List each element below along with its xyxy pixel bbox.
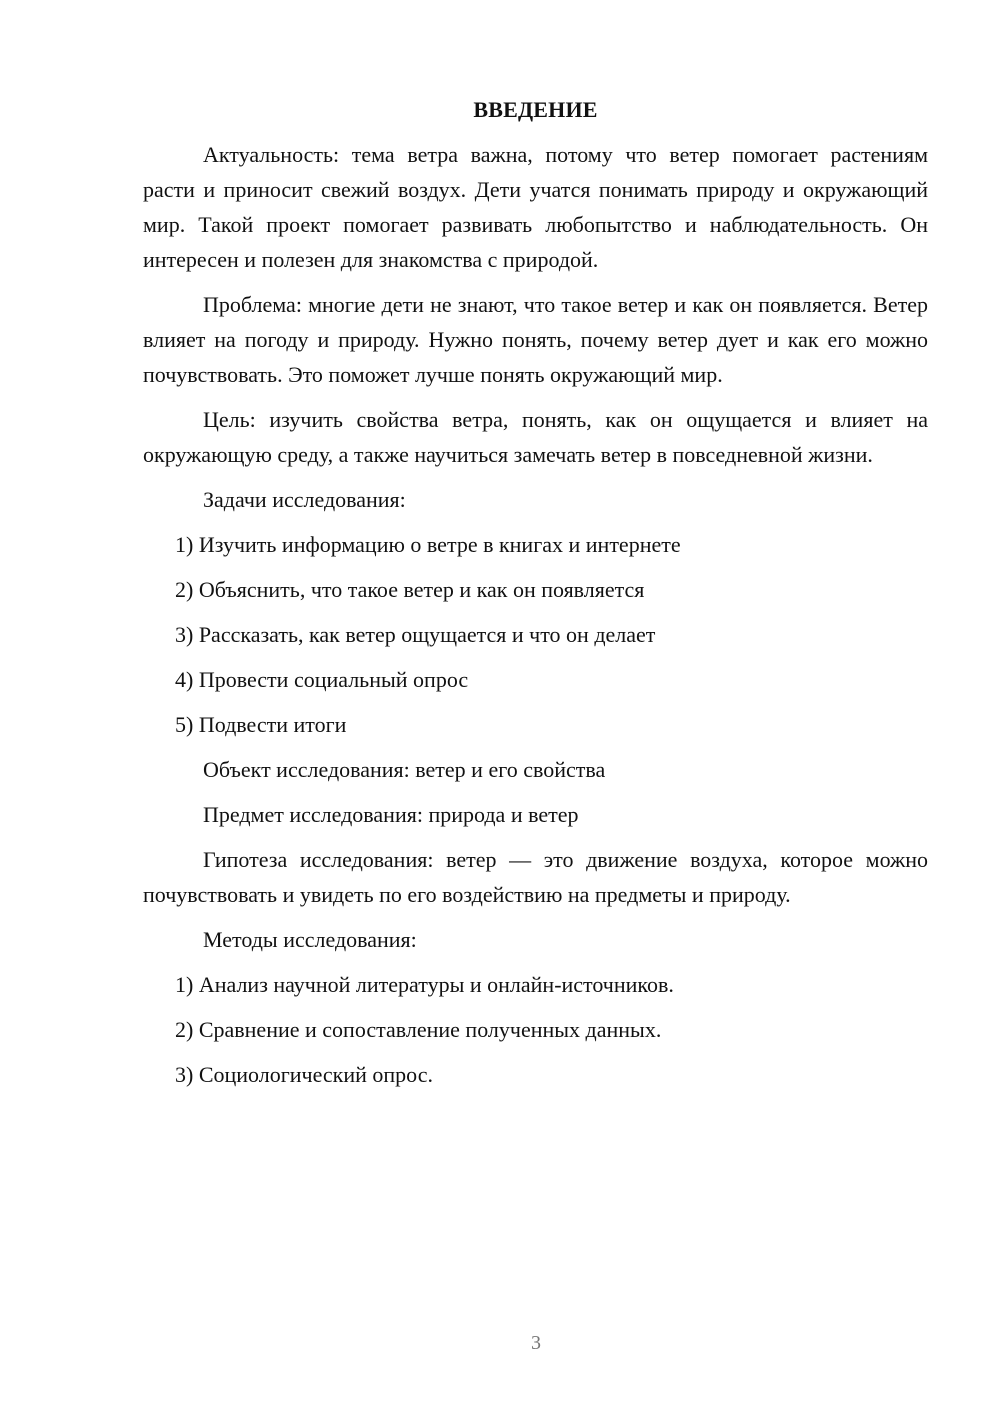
task-item: 2) Объяснить, что такое ветер и как он появляется xyxy=(175,577,645,602)
method-item: 1) Анализ научной литературы и онлайн-источников. xyxy=(175,972,674,997)
method-item: 3) Социологический опрос. xyxy=(175,1062,433,1087)
goal-paragraph: Цель: изучить свойства ветра, понять, как он ощущается и влияет на окружающую среду, а также научиться замечать ветер в повседневной жизни. xyxy=(143,407,928,467)
tasks-heading: Задачи исследования: xyxy=(203,487,406,512)
page-number: 3 xyxy=(531,1332,541,1354)
page-title: ВВЕДЕНИЕ xyxy=(473,97,598,122)
subject-line: Предмет исследования: природа и ветер xyxy=(203,802,579,827)
object-line: Объект исследования: ветер и его свойства xyxy=(203,757,606,782)
page-content xyxy=(143,92,928,1102)
method-item: 2) Сравнение и сопоставление полученных данных. xyxy=(175,1017,662,1042)
hypothesis-paragraph: Гипотеза исследования: ветер — это движение воздуха, которое можно почувствовать и увидеть по его воздействию на предметы и природу. xyxy=(143,847,928,907)
problem-paragraph: Проблема: многие дети не знают, что такое ветер и как он появляется. Ветер влияет на погоду и природу. Нужно понять, почему ветер дует и как его можно почувствовать. Это поможет лучше понять окружающий мир. xyxy=(143,292,928,387)
tasks-list xyxy=(143,527,928,742)
task-item: 5) Подвести итоги xyxy=(175,712,347,737)
task-item: 4) Провести социальный опрос xyxy=(175,667,469,692)
task-item: 1) Изучить информацию о ветре в книгах и интернете xyxy=(175,532,681,557)
methods-heading: Методы исследования: xyxy=(203,927,417,952)
methods-list xyxy=(143,967,928,1092)
task-item: 3) Рассказать, как ветер ощущается и что он делает xyxy=(175,622,656,647)
relevance-paragraph: Актуальность: тема ветра важна, потому что ветер помогает растениям расти и приносит свежий воздух. Дети учатся понимать природу и окружающий мир. Такой проект помогает развивать любопытство и наблюдательность. Он интересен и полезен для знакомства с природой. xyxy=(143,142,928,272)
